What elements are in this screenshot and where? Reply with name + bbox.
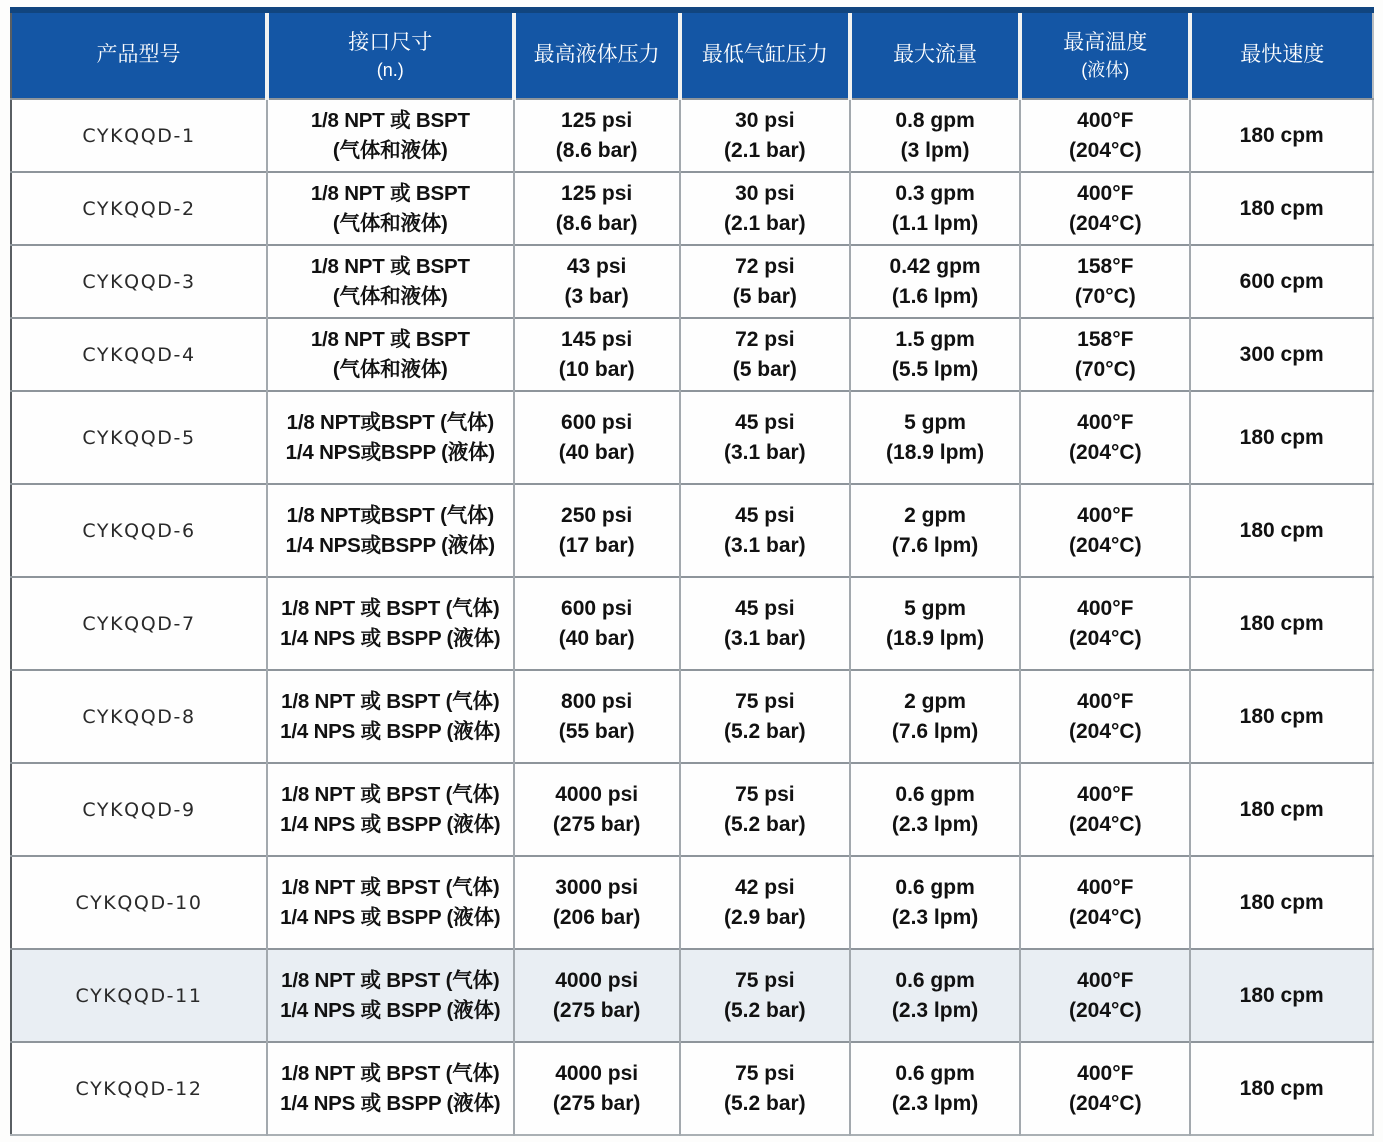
cell-port-size-line: 1/8 NPT 或 BPST (气体)	[281, 968, 500, 992]
cell-max-temperature	[1020, 484, 1190, 577]
cell-max-temperature-line: 400°F	[1077, 503, 1134, 527]
cell-model-text: CYKQQD-4	[82, 343, 196, 366]
cell-max-liquid-pressure	[514, 763, 680, 856]
cell-max-flow-line: (3 lpm)	[900, 138, 970, 162]
cell-port-size-line: 1/4 NPS或BSPP (液体)	[285, 533, 495, 557]
cell-port-size	[267, 1042, 514, 1135]
cell-max-temperature-line: (204°C)	[1069, 905, 1142, 929]
cell-max-flow-line: (5.5 lpm)	[891, 357, 979, 381]
cell-min-cylinder-pressure-line: 45 psi	[735, 410, 795, 434]
cell-max-flow	[850, 245, 1020, 318]
cell-max-temperature-line: (204°C)	[1069, 440, 1142, 464]
cell-max-temperature-line: 400°F	[1077, 1061, 1134, 1085]
cell-port-size-line: 1/8 NPT 或 BPST (气体)	[281, 782, 500, 806]
cell-max-liquid-pressure	[514, 484, 680, 577]
cell-min-cylinder-pressure	[680, 318, 850, 391]
cell-max-temperature	[1020, 99, 1190, 172]
header-cell-flow	[850, 10, 1020, 99]
cell-model	[11, 577, 267, 670]
cell-max-liquid-pressure	[514, 856, 680, 949]
table-row	[11, 856, 1373, 949]
cell-max-speed-text: 180 cpm	[1239, 890, 1324, 914]
cell-max-liquid-pressure	[514, 1042, 680, 1135]
cell-max-liquid-pressure-line: (206 bar)	[552, 905, 641, 929]
cell-max-speed-text: 180 cpm	[1239, 518, 1324, 542]
cell-max-flow-line: 0.6 gpm	[895, 875, 975, 899]
cell-max-speed-text: 180 cpm	[1239, 196, 1324, 220]
cell-max-temperature	[1020, 949, 1190, 1042]
cell-model-text: CYKQQD-7	[82, 612, 196, 635]
cell-model-text: CYKQQD-6	[82, 519, 196, 542]
cell-max-speed	[1190, 856, 1373, 949]
cell-max-liquid-pressure	[514, 949, 680, 1042]
cell-model	[11, 245, 267, 318]
cell-max-flow	[850, 949, 1020, 1042]
cell-min-cylinder-pressure	[680, 245, 850, 318]
cell-min-cylinder-pressure-line: 72 psi	[735, 254, 795, 278]
cell-model-text: CYKQQD-3	[82, 270, 196, 293]
cell-model-text: CYKQQD-8	[82, 705, 196, 728]
cell-min-cylinder-pressure	[680, 172, 850, 245]
cell-model	[11, 391, 267, 484]
cell-min-cylinder-pressure	[680, 391, 850, 484]
cell-port-size-line: (气体和液体)	[332, 138, 448, 162]
header-cell-cp	[680, 10, 850, 99]
cell-max-temperature-line: 400°F	[1077, 181, 1134, 205]
cell-min-cylinder-pressure-line: 42 psi	[735, 875, 795, 899]
cell-max-liquid-pressure-line: (10 bar)	[558, 357, 635, 381]
cell-port-size-line: 1/8 NPT或BSPT (气体)	[286, 503, 494, 527]
table-row	[11, 949, 1373, 1042]
cell-port-size-line: 1/4 NPS 或 BSPP (液体)	[280, 998, 501, 1022]
cell-port-size-line: 1/4 NPS 或 BSPP (液体)	[280, 719, 501, 743]
table-row	[11, 577, 1373, 670]
table-body	[11, 99, 1373, 1135]
cell-port-size-line: 1/4 NPS 或 BSPP (液体)	[280, 812, 501, 836]
cell-max-liquid-pressure-line: 43 psi	[566, 254, 627, 278]
cell-port-size	[267, 763, 514, 856]
cell-max-flow-line: 0.8 gpm	[895, 108, 975, 132]
cell-max-temperature-line: (204°C)	[1069, 533, 1142, 557]
cell-max-liquid-pressure-line: (17 bar)	[558, 533, 635, 557]
cell-max-liquid-pressure-line: 145 psi	[561, 327, 633, 351]
cell-max-speed	[1190, 577, 1373, 670]
cell-max-liquid-pressure	[514, 99, 680, 172]
table-row	[11, 99, 1373, 172]
cell-max-speed	[1190, 1042, 1373, 1135]
cell-max-temperature-line: 158°F	[1077, 254, 1134, 278]
header-row	[11, 10, 1373, 99]
header-cell-temp	[1020, 10, 1190, 99]
cell-port-size-line: 1/8 NPT 或 BPST (气体)	[281, 875, 500, 899]
cell-max-speed	[1190, 99, 1373, 172]
cell-max-temperature-line: 400°F	[1077, 689, 1134, 713]
cell-min-cylinder-pressure	[680, 99, 850, 172]
header-label: 最快速度	[1240, 43, 1325, 67]
cell-model	[11, 1042, 267, 1135]
cell-model	[11, 99, 267, 172]
cell-max-liquid-pressure-line: 250 psi	[561, 503, 633, 527]
cell-max-liquid-pressure-line: 600 psi	[561, 410, 633, 434]
cell-max-flow-line: 2 gpm	[904, 503, 966, 527]
cell-min-cylinder-pressure-line: (2.9 bar)	[723, 905, 806, 929]
cell-port-size-line: (气体和液体)	[332, 211, 448, 235]
cell-max-temperature-line: 400°F	[1077, 782, 1134, 806]
cell-max-flow-line: 0.6 gpm	[895, 1061, 975, 1085]
cell-port-size-line: 1/4 NPS 或 BSPP (液体)	[280, 626, 501, 650]
cell-max-liquid-pressure-line: 4000 psi	[555, 782, 639, 806]
cell-max-speed-text: 180 cpm	[1239, 983, 1324, 1007]
cell-port-size-line: 1/8 NPT 或 BPST (气体)	[281, 1061, 500, 1085]
cell-max-flow-line: (7.6 lpm)	[891, 719, 979, 743]
cell-max-liquid-pressure-line: 4000 psi	[555, 1061, 639, 1085]
cell-max-liquid-pressure-line: 3000 psi	[555, 875, 639, 899]
cell-max-liquid-pressure-line: 125 psi	[561, 108, 633, 132]
cell-min-cylinder-pressure-line: 30 psi	[735, 108, 795, 132]
cell-port-size-line: 1/8 NPT 或 BSPT (气体)	[281, 689, 500, 713]
cell-max-temperature	[1020, 391, 1190, 484]
cell-max-liquid-pressure-line: (40 bar)	[558, 626, 635, 650]
cell-port-size-line: 1/4 NPS 或 BSPP (液体)	[280, 905, 501, 929]
cell-max-flow-line: (2.3 lpm)	[891, 1091, 979, 1115]
cell-max-flow-line: (1.1 lpm)	[891, 211, 979, 235]
header-cell-lp	[514, 10, 680, 99]
cell-max-speed-text: 600 cpm	[1239, 269, 1324, 293]
cell-port-size	[267, 670, 514, 763]
cell-max-temperature	[1020, 763, 1190, 856]
cell-max-liquid-pressure-line: (55 bar)	[558, 719, 635, 743]
cell-max-speed-text: 180 cpm	[1239, 123, 1324, 147]
header-label: 最低气缸压力	[701, 43, 828, 67]
cell-min-cylinder-pressure-line: 45 psi	[735, 596, 795, 620]
cell-max-temperature	[1020, 318, 1190, 391]
cell-max-flow-line: (2.3 lpm)	[891, 998, 979, 1022]
cell-max-speed-text: 180 cpm	[1239, 797, 1324, 821]
cell-max-flow-line: (7.6 lpm)	[891, 533, 979, 557]
header-label: 产品型号	[96, 43, 181, 67]
cell-max-temperature-line: (70°C)	[1074, 357, 1136, 381]
header-cell-speed	[1190, 10, 1373, 99]
cell-max-liquid-pressure	[514, 172, 680, 245]
cell-min-cylinder-pressure-line: 75 psi	[735, 782, 795, 806]
cell-min-cylinder-pressure	[680, 856, 850, 949]
header-sublabel: (液体)	[1081, 60, 1130, 81]
cell-model-text: CYKQQD-11	[75, 984, 203, 1007]
cell-max-liquid-pressure-line: (8.6 bar)	[555, 138, 638, 162]
cell-max-speed	[1190, 949, 1373, 1042]
cell-min-cylinder-pressure-line: 30 psi	[735, 181, 795, 205]
cell-port-size	[267, 391, 514, 484]
cell-max-temperature-line: (204°C)	[1069, 626, 1142, 650]
cell-max-flow	[850, 99, 1020, 172]
cell-max-speed	[1190, 245, 1373, 318]
cell-max-flow-line: (2.3 lpm)	[891, 812, 979, 836]
cell-port-size	[267, 99, 514, 172]
cell-port-size	[267, 484, 514, 577]
cell-max-flow-line: (18.9 lpm)	[886, 626, 985, 650]
header-label: 最高温度	[1063, 30, 1148, 54]
header-label: 接口尺寸	[348, 30, 433, 54]
cell-port-size	[267, 172, 514, 245]
cell-port-size-line: 1/8 NPT 或 BSPT	[310, 181, 470, 205]
cell-max-liquid-pressure-line: (3 bar)	[564, 284, 629, 308]
cell-max-liquid-pressure	[514, 245, 680, 318]
cell-max-temperature	[1020, 856, 1190, 949]
cell-model	[11, 763, 267, 856]
table-row	[11, 1042, 1373, 1135]
cell-max-temperature-line: (70°C)	[1074, 284, 1136, 308]
cell-max-temperature	[1020, 245, 1190, 318]
cell-max-flow	[850, 670, 1020, 763]
table-row	[11, 670, 1373, 763]
cell-min-cylinder-pressure	[680, 577, 850, 670]
cell-min-cylinder-pressure-line: (3.1 bar)	[723, 626, 806, 650]
cell-model-text: CYKQQD-12	[75, 1077, 203, 1100]
cell-max-speed	[1190, 763, 1373, 856]
cell-max-flow-line: 5 gpm	[904, 596, 966, 620]
cell-min-cylinder-pressure	[680, 670, 850, 763]
cell-max-liquid-pressure-line: (275 bar)	[552, 1091, 641, 1115]
cell-max-temperature-line: 400°F	[1077, 968, 1134, 992]
cell-max-flow	[850, 1042, 1020, 1135]
cell-max-temperature-line: (204°C)	[1069, 998, 1142, 1022]
cell-min-cylinder-pressure-line: (5 bar)	[732, 357, 797, 381]
cell-port-size	[267, 577, 514, 670]
cell-max-flow	[850, 484, 1020, 577]
cell-max-temperature-line: 158°F	[1077, 327, 1134, 351]
cell-max-flow-line: (18.9 lpm)	[886, 440, 985, 464]
cell-port-size-line: 1/8 NPT 或 BSPT	[310, 327, 470, 351]
cell-max-flow-line: 2 gpm	[904, 689, 966, 713]
cell-max-speed	[1190, 670, 1373, 763]
cell-max-flow	[850, 763, 1020, 856]
cell-max-flow-line: 0.3 gpm	[895, 181, 975, 205]
cell-max-speed	[1190, 484, 1373, 577]
cell-port-size-line: (气体和液体)	[332, 357, 448, 381]
product-spec-table	[10, 7, 1374, 1136]
table-header	[11, 10, 1373, 99]
cell-model-text: CYKQQD-10	[75, 891, 203, 914]
cell-model	[11, 670, 267, 763]
cell-port-size	[267, 856, 514, 949]
cell-max-temperature-line: (204°C)	[1069, 211, 1142, 235]
cell-min-cylinder-pressure-line: (3.1 bar)	[723, 533, 806, 557]
cell-min-cylinder-pressure	[680, 484, 850, 577]
cell-port-size	[267, 949, 514, 1042]
cell-max-temperature	[1020, 670, 1190, 763]
cell-max-flow-line: 0.6 gpm	[895, 782, 975, 806]
table-row	[11, 318, 1373, 391]
cell-max-liquid-pressure	[514, 318, 680, 391]
cell-max-temperature-line: (204°C)	[1069, 138, 1142, 162]
cell-max-flow-line: (2.3 lpm)	[891, 905, 979, 929]
cell-max-temperature-line: 400°F	[1077, 410, 1134, 434]
cell-min-cylinder-pressure-line: 72 psi	[735, 327, 795, 351]
cell-max-temperature-line: (204°C)	[1069, 812, 1142, 836]
cell-max-flow	[850, 391, 1020, 484]
cell-port-size-line: 1/8 NPT或BSPT (气体)	[286, 410, 494, 434]
cell-model	[11, 484, 267, 577]
cell-port-size	[267, 245, 514, 318]
cell-max-flow-line: 5 gpm	[904, 410, 966, 434]
cell-model	[11, 856, 267, 949]
cell-model-text: CYKQQD-5	[82, 426, 196, 449]
cell-port-size	[267, 318, 514, 391]
cell-max-temperature-line: 400°F	[1077, 875, 1134, 899]
cell-max-speed-text: 300 cpm	[1239, 342, 1324, 366]
cell-min-cylinder-pressure-line: (5.2 bar)	[723, 998, 806, 1022]
cell-max-temperature-line: (204°C)	[1069, 719, 1142, 743]
header-cell-model	[11, 10, 267, 99]
cell-max-liquid-pressure	[514, 577, 680, 670]
cell-max-liquid-pressure-line: (275 bar)	[552, 812, 641, 836]
cell-port-size-line: 1/4 NPS 或 BSPP (液体)	[280, 1091, 501, 1115]
cell-max-temperature	[1020, 172, 1190, 245]
cell-min-cylinder-pressure-line: 45 psi	[735, 503, 795, 527]
cell-max-temperature-line: (204°C)	[1069, 1091, 1142, 1115]
cell-max-flow	[850, 172, 1020, 245]
cell-model	[11, 172, 267, 245]
cell-min-cylinder-pressure-line: 75 psi	[735, 689, 795, 713]
cell-model-text: CYKQQD-2	[82, 197, 196, 220]
cell-port-size-line: (气体和液体)	[332, 284, 448, 308]
cell-max-flow-line: 0.42 gpm	[889, 254, 981, 278]
cell-port-size-line: 1/8 NPT 或 BSPT (气体)	[281, 596, 500, 620]
cell-min-cylinder-pressure-line: 75 psi	[735, 1061, 795, 1085]
cell-max-flow	[850, 577, 1020, 670]
cell-min-cylinder-pressure-line: (5 bar)	[732, 284, 797, 308]
cell-max-speed	[1190, 172, 1373, 245]
cell-min-cylinder-pressure	[680, 949, 850, 1042]
cell-max-liquid-pressure	[514, 391, 680, 484]
cell-max-speed	[1190, 318, 1373, 391]
cell-port-size-line: 1/8 NPT 或 BSPT	[310, 108, 470, 132]
cell-max-speed-text: 180 cpm	[1239, 1076, 1324, 1100]
cell-max-liquid-pressure-line: (275 bar)	[552, 998, 641, 1022]
table-row	[11, 484, 1373, 577]
cell-min-cylinder-pressure-line: 75 psi	[735, 968, 795, 992]
cell-min-cylinder-pressure	[680, 1042, 850, 1135]
cell-model-text: CYKQQD-1	[82, 124, 196, 147]
cell-max-temperature-line: 400°F	[1077, 596, 1134, 620]
table-row	[11, 172, 1373, 245]
cell-min-cylinder-pressure-line: (5.2 bar)	[723, 812, 806, 836]
cell-max-liquid-pressure-line: (8.6 bar)	[555, 211, 638, 235]
cell-port-size-line: 1/4 NPS或BSPP (液体)	[285, 440, 495, 464]
cell-min-cylinder-pressure	[680, 763, 850, 856]
header-sublabel: (n.)	[376, 60, 404, 81]
cell-max-speed-text: 180 cpm	[1239, 611, 1324, 635]
cell-min-cylinder-pressure-line: (2.1 bar)	[723, 211, 806, 235]
cell-max-speed-text: 180 cpm	[1239, 425, 1324, 449]
cell-min-cylinder-pressure-line: (2.1 bar)	[723, 138, 806, 162]
cell-max-flow	[850, 318, 1020, 391]
cell-max-liquid-pressure	[514, 670, 680, 763]
table-row	[11, 245, 1373, 318]
table-row	[11, 391, 1373, 484]
cell-max-flow-line: 0.6 gpm	[895, 968, 975, 992]
header-cell-port	[267, 10, 514, 99]
table-row	[11, 763, 1373, 856]
cell-max-temperature-line: 400°F	[1077, 108, 1134, 132]
cell-model	[11, 318, 267, 391]
cell-max-liquid-pressure-line: 4000 psi	[555, 968, 639, 992]
header-label: 最大流量	[893, 43, 978, 67]
cell-port-size-line: 1/8 NPT 或 BSPT	[310, 254, 470, 278]
cell-max-speed-text: 180 cpm	[1239, 704, 1324, 728]
cell-max-liquid-pressure-line: 600 psi	[561, 596, 633, 620]
cell-max-speed	[1190, 391, 1373, 484]
cell-max-temperature	[1020, 577, 1190, 670]
product-spec-table-container	[10, 7, 1374, 1136]
cell-max-flow-line: (1.6 lpm)	[891, 284, 979, 308]
header-label: 最高液体压力	[533, 43, 660, 67]
cell-min-cylinder-pressure-line: (3.1 bar)	[723, 440, 806, 464]
cell-max-flow	[850, 856, 1020, 949]
cell-max-temperature	[1020, 1042, 1190, 1135]
cell-min-cylinder-pressure-line: (5.2 bar)	[723, 1091, 806, 1115]
cell-model	[11, 949, 267, 1042]
cell-max-liquid-pressure-line: 125 psi	[561, 181, 633, 205]
cell-model-text: CYKQQD-9	[82, 798, 196, 821]
cell-max-flow-line: 1.5 gpm	[895, 327, 975, 351]
cell-min-cylinder-pressure-line: (5.2 bar)	[723, 719, 806, 743]
cell-max-liquid-pressure-line: (40 bar)	[558, 440, 635, 464]
cell-max-liquid-pressure-line: 800 psi	[561, 689, 633, 713]
